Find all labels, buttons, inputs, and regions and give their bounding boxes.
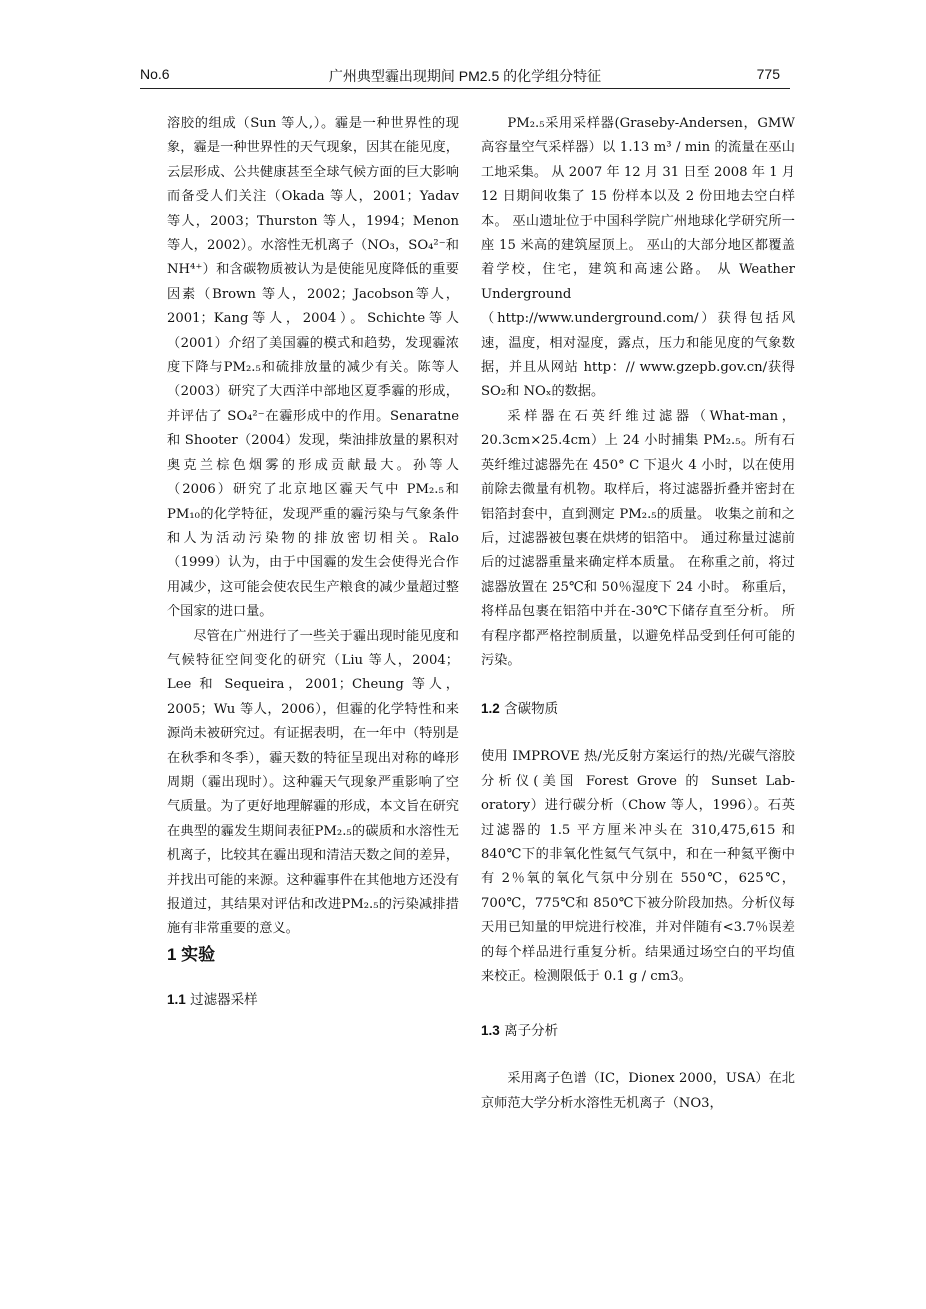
subsection-title: 过滤器采样 xyxy=(190,991,258,1008)
subsection-title: 含碳物质 xyxy=(504,701,559,718)
paragraph-filter-handling: 采样器在石英纤维过滤器（What-man，20.3cm×25.4cm）上 24 小时捕集 PM₂.₅。所有石英纤维过滤器先在 450° C 下退火 4 小时，以在使用前除去微量有机物。取样后，将过滤器折叠并密封在铝箔封套中，直到测定 PM₂.₅的质量。 收集之前和之后，过滤器被包裹在烘烤的铝箔中。 通过称量过滤前后的过滤器重量来确定样本质量。 在称重之前，将过滤器放置在 25℃和 50％湿度下 24 小时。 称重后，将样品包裹在铝箔中并在-30℃下储存直至分析。 所有程序都严格控制质量，以避免样品受到任何可能的污染。 xyxy=(481,408,795,668)
subsection-number: 1.2 xyxy=(481,701,500,717)
paragraph-carbon-analysis: 使用 IMPROVE 热/光反射方案运行的热/光碳气溶胶分析仪(美国 Forest Grove 的 Sunset Lab-oratory）进行碳分析（Chow 等人，1996）。石英过滤器的 1.5 平方厘米冲头在 310,475,615 和 840℃下的非氧化性氦气气氛中，和在一种氦平衡中有 2％氧的氧化气氛中分别在 550℃，625℃，700℃，775℃和 850℃下被分阶段加热。分析仪每天用已知量的甲烷进行校准，并对伴随有<3.7％误差的每个样品进行重复分析。结果通过场空白的平均值来校正。检测限低于 0.1 g / cm3。 xyxy=(481,749,795,984)
right-column xyxy=(481,112,795,1116)
paragraph-intro-1: 溶胶的组成（Sun 等人,）。霾是一种世界性的现象，霾是一种世界性的天气现象，因其在能见度，云层形成、公共健康甚至全球气候方面的巨大影响而备受人们关注（Okada 等人，2001；Yadav 等人，2003；Thurston 等人，1994；Menon 等人，2002）。水溶性无机离子（NO₃，SO₄²⁻和 NH⁴⁺）和含碳物质被认为是使能见度降低的重要因素（Brown 等人，2002；Jacobson等人，2001；Kang等人，2004）。Schichte等人（2001）介绍了美国霾的模式和趋势，发现霾浓度下降与PM₂.₅和硫排放量的减少有关。陈等人 （2003）研究了大西洋中部地区夏季霾的形成，并评估了 SO₄²⁻在霾形成中的作用。Senaratne 和 Shooter（2004）发现，柴油排放量的累积对奥克兰棕色烟雾的形成贡献最大。孙等人 （2006）研究了北京地区霾天气中 PM₂.₅和 PM₁₀的化学特征，发现严重的霾污染与气象条件和人为活动污染物的排放密切相关。Ralo（1999）认为，由于中国霾的发生会使得光合作用减少，这可能会使农民生产粮食的减少量超过整个国家的进口量。 xyxy=(167,116,459,620)
paragraph-sampling: PM₂.₅采用采样器(Graseby-Andersen，GMW 高容量空气采样器）以 1.13 m³ / min 的流量在巫山工地采集。 从 2007 年 12 月 31 日至 2008 年 1 月 12 日期间收集了 15 份样本以及 2 份田地去空白样本。 巫山遗址位于中国科学院广州地球化学研究所一座 15 米高的建筑屋顶上。 巫山的大部分地区都覆盖着学校，住宅，建筑和高速公路。 从 Weather Underground （http://www.underground.com/）获得包括风速，温度，相对湿度，露点，压力和能见度的气象数据，并且从网站 http：// www.gzepb.gov.cn/获得 SO₂和 NOₓ的数据。 xyxy=(481,116,795,400)
section-heading-experiment: 1 实验 xyxy=(167,944,216,964)
subsection-heading-filter-sampling xyxy=(167,988,459,1012)
left-column xyxy=(167,112,459,1012)
paragraph-ion-analysis: 采用离子色谱（IC，Dionex 2000，USA）在北京师范大学分析水溶性无机离子（NO3， xyxy=(481,1071,795,1111)
subsection-title: 离子分析 xyxy=(504,1023,559,1040)
subsection-heading-ion xyxy=(481,1019,795,1043)
subsection-heading-carbon xyxy=(481,697,795,721)
running-header xyxy=(140,62,790,89)
running-title: 广州典型霾出现期间 PM2.5 的化学组分特征 xyxy=(328,68,602,84)
issue-number: No.6 xyxy=(140,66,170,82)
subsection-number: 1.1 xyxy=(167,991,186,1007)
paragraph-intro-2: 尽管在广州进行了一些关于霾出现时能见度和气候特征空间变化的研究（Liu 等人，2004；Lee 和 Sequeira，2001；Cheung 等人，2005；Wu 等人，2006），但霾的化学特性和来源尚未被研究过。有证据表明，在一年中（特别是在秋季和冬季），霾天数的特征呈现出对称的峰形周期（霾出现时）。这种霾天气现象严重影响了空气质量。为了更好地理解霾的形成，本文旨在研究在典型的霾发生期间表征PM₂.₅的碳质和水溶性无机离子，比较其在霾出现和清洁天数之间的差异，并找出可能的来源。这种霾事件在其他地方还没有报道过，其结果对评估和改进PM₂.₅的污染减排措施有非常重要的意义。 xyxy=(167,628,459,937)
page-number: 775 xyxy=(756,66,780,82)
subsection-number: 1.3 xyxy=(481,1023,500,1039)
